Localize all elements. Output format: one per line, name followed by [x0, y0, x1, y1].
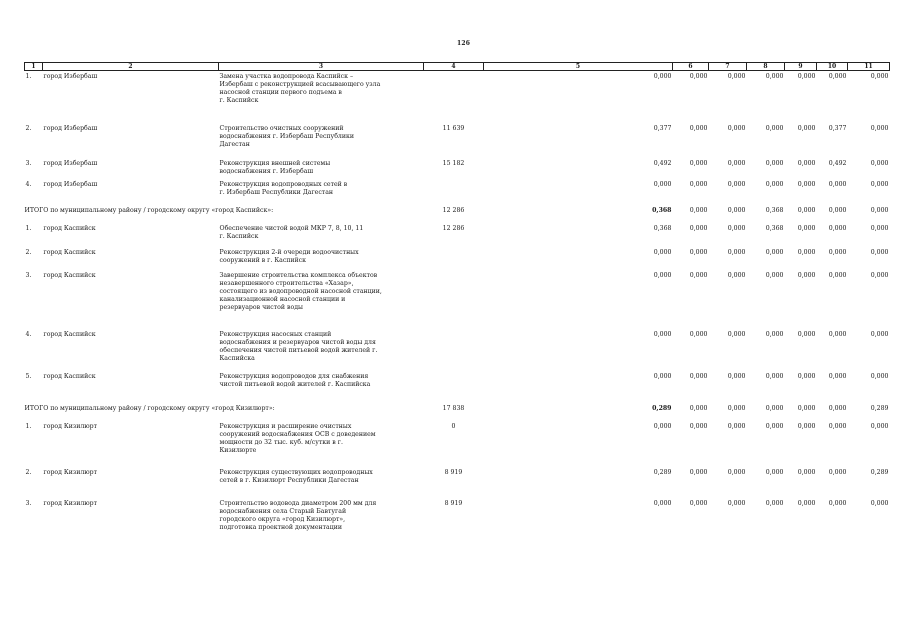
year-value-cell: 0,000: [727, 271, 746, 279]
description-line: Реконструкция существующих водопроводных: [219, 468, 373, 476]
table-row: [25, 247, 890, 270]
table-row: [25, 270, 890, 329]
year-value-cell: 0,377: [828, 124, 847, 132]
col-header-7: 7: [709, 63, 747, 71]
project-description: [219, 421, 424, 467]
total-value-cell: 0,000: [653, 73, 672, 80]
description-line: водоснабжения села Старый Бавтугай: [219, 507, 347, 515]
year-value-cell: 0,000: [797, 73, 816, 80]
project-description: [219, 329, 424, 371]
cost-cell: 17 838: [442, 404, 465, 412]
year-value-cell: 0,000: [689, 248, 708, 256]
description-line: Строительство очистных сооружений: [219, 124, 344, 132]
municipality-cell: город Избербаш: [43, 159, 98, 167]
description-line: канализационной насосной станции и: [219, 295, 346, 303]
year-value-cell: 0,000: [689, 372, 708, 380]
year-value-cell: 0,000: [765, 468, 784, 476]
description-line: сетей в г. Кизилюрт Республики Дагестан: [219, 476, 359, 484]
municipality-cell: город Избербаш: [43, 124, 98, 132]
year-value-cell: 0,000: [797, 422, 816, 430]
year-value-cell: 0,000: [870, 73, 889, 80]
total-value-cell: 0,000: [653, 180, 672, 188]
year-value-cell: 0,000: [689, 330, 708, 338]
col-header-9: 9: [785, 63, 817, 71]
cost-cell: [424, 247, 484, 270]
municipality-cell: город Каспийск: [43, 224, 96, 232]
year-value-cell: 0,000: [727, 206, 746, 214]
year-value-cell: 0,000: [689, 499, 708, 507]
total-row: [25, 203, 890, 223]
cost-cell: 12 286: [442, 206, 465, 214]
description-line: Реконструкция 2-й очереди водоочистных: [219, 248, 359, 256]
year-value-cell: 0,000: [797, 180, 816, 188]
description-line: городского округа «город Кизилюрт»,: [219, 515, 346, 523]
total-value-cell: 0,289: [652, 404, 672, 412]
project-description: [219, 467, 424, 498]
budget-table-wrapper: [24, 62, 889, 540]
cost-cell: 8 919: [444, 499, 463, 507]
year-value-cell: 0,000: [870, 124, 889, 132]
year-value-cell: 0,000: [828, 330, 847, 338]
total-value-cell: 0,000: [653, 271, 672, 279]
col-header-11: 11: [848, 63, 890, 71]
col-header-4: 4: [424, 63, 484, 71]
row-index: 2.: [25, 248, 32, 256]
year-value-cell: 0,000: [727, 73, 746, 80]
row-index: 2.: [25, 124, 32, 132]
year-value-cell: 0,000: [828, 422, 847, 430]
row-index: 3.: [25, 499, 32, 507]
col-header-10: 10: [817, 63, 848, 71]
total-row: [25, 401, 890, 421]
col-header-2: 2: [43, 63, 219, 71]
description-line: сооружений водоснабжения ОСВ с доведением: [219, 430, 376, 438]
year-value-cell: 0,000: [727, 499, 746, 507]
municipality-cell: город Кизилюрт: [43, 499, 98, 507]
year-value-cell: 0,289: [870, 468, 889, 476]
year-value-cell: 0,000: [828, 499, 847, 507]
year-value-cell: 0,000: [797, 468, 816, 476]
description-line: насосной станции первого подъема в: [219, 89, 342, 96]
description-line: незавершенного строительства «Хазар»,: [219, 279, 354, 287]
municipality-cell: город Кизилюрт: [43, 422, 98, 430]
description-line: Замена участка водопровода Каспийск –: [219, 73, 354, 80]
description-line: Реконструкция насосных станций: [219, 330, 332, 338]
total-value-cell: 0,492: [653, 159, 672, 167]
year-value-cell: 0,000: [870, 271, 889, 279]
year-value-cell: 0,000: [689, 271, 708, 279]
year-value-cell: 0,000: [797, 404, 816, 412]
year-value-cell: 0,000: [870, 206, 889, 214]
description-line: Дагестан: [219, 140, 250, 148]
description-line: подготовка проектной документации: [219, 523, 342, 531]
cost-cell: 12 286: [442, 224, 465, 232]
year-value-cell: 0,000: [870, 330, 889, 338]
year-value-cell: 0,000: [797, 499, 816, 507]
year-value-cell: 0,000: [765, 330, 784, 338]
total-value-cell: 0,289: [653, 468, 672, 476]
cost-cell: 0: [451, 422, 456, 430]
project-description: [219, 270, 424, 329]
year-value-cell: 0,000: [828, 404, 847, 412]
year-value-cell: 0,000: [689, 422, 708, 430]
year-value-cell: 0,000: [828, 468, 847, 476]
description-line: Завершение строительства комплекса объектов: [219, 271, 378, 279]
year-value-cell: 0,000: [828, 271, 847, 279]
year-value-cell: 0,000: [870, 499, 889, 507]
year-value-cell: 0,000: [870, 159, 889, 167]
col-header-1: 1: [25, 63, 43, 71]
cost-cell: 11 639: [442, 124, 465, 132]
year-value-cell: 0,000: [870, 248, 889, 256]
project-description: [219, 123, 424, 158]
year-value-cell: 0,000: [689, 468, 708, 476]
total-value-cell: 0,000: [653, 330, 672, 338]
project-description: [219, 498, 424, 540]
table-row: [25, 467, 890, 498]
budget-table: [24, 62, 890, 540]
year-value-cell: 0,000: [689, 206, 708, 214]
year-value-cell: 0,000: [727, 372, 746, 380]
project-description: [219, 371, 424, 401]
cost-cell: [424, 179, 484, 203]
description-line: Реконструкция водопроводных сетей в: [219, 180, 348, 188]
total-value-cell: 0,377: [653, 124, 672, 132]
total-label: ИТОГО по муниципальному району / городскому округу «город Кизилюрт»:: [24, 404, 275, 412]
col-header-5: 5: [484, 63, 673, 71]
description-line: мощности до 32 тыс. куб. м/сутки в г.: [219, 438, 343, 446]
table-row: [25, 421, 890, 467]
year-value-cell: 0,000: [689, 73, 708, 80]
table-row: [25, 179, 890, 203]
year-value-cell: 0,000: [689, 180, 708, 188]
page-number: 126: [457, 40, 471, 47]
year-value-cell: 0,000: [765, 73, 784, 80]
table-body: [25, 71, 890, 540]
year-value-cell: 0,000: [727, 422, 746, 430]
year-value-cell: 0,368: [765, 206, 784, 214]
cost-cell: 15 182: [442, 159, 465, 167]
table-header: [25, 63, 890, 71]
cost-cell: [424, 371, 484, 401]
description-line: Избербаш с реконструкцией всасывающего узла: [219, 81, 381, 88]
col-header-8: 8: [747, 63, 785, 71]
description-line: резервуаров чистой воды: [219, 303, 303, 311]
year-value-cell: 0,492: [828, 159, 847, 167]
year-value-cell: 0,000: [797, 372, 816, 380]
description-line: водоснабжения г. Избербаш Республики: [219, 132, 354, 140]
total-value-cell: 0,368: [652, 206, 672, 214]
year-value-cell: 0,000: [828, 224, 847, 232]
municipality-cell: город Каспийск: [43, 271, 96, 279]
year-value-cell: 0,368: [765, 224, 784, 232]
year-value-cell: 0,000: [797, 159, 816, 167]
year-value-cell: 0,000: [727, 404, 746, 412]
total-value-cell: 0,368: [653, 224, 672, 232]
year-value-cell: 0,000: [870, 422, 889, 430]
year-value-cell: 0,000: [765, 404, 784, 412]
year-value-cell: 0,289: [870, 404, 889, 412]
year-value-cell: 0,000: [870, 372, 889, 380]
table-row: [25, 371, 890, 401]
cost-cell: [424, 71, 484, 123]
year-value-cell: 0,000: [727, 124, 746, 132]
description-line: состоящего из водопроводной насосной станции,: [219, 287, 382, 295]
cost-cell: 8 919: [444, 468, 463, 476]
cost-cell: [424, 270, 484, 329]
row-index: 1.: [25, 73, 32, 80]
year-value-cell: 0,000: [689, 124, 708, 132]
cost-cell: [424, 329, 484, 371]
description-line: водоснабжения г. Избербаш: [219, 167, 314, 175]
year-value-cell: 0,000: [765, 499, 784, 507]
description-line: чистой питьевой водой жителей г. Каспийска: [219, 380, 371, 388]
table-row: [25, 158, 890, 179]
description-line: г. Избербаш Республики Дагестан: [219, 188, 334, 196]
row-index: 3.: [25, 159, 32, 167]
description-line: Реконструкция и расширение очистных: [219, 422, 352, 430]
col-header-6: 6: [673, 63, 709, 71]
table-row: [25, 71, 890, 123]
description-line: Каспийска: [219, 354, 255, 362]
col-header-3: 3: [219, 63, 424, 71]
total-value-cell: 0,000: [653, 499, 672, 507]
total-value-cell: 0,000: [653, 248, 672, 256]
year-value-cell: 0,000: [765, 248, 784, 256]
description-line: Строительство водовода диаметром 200 мм для: [219, 499, 377, 507]
year-value-cell: 0,000: [797, 124, 816, 132]
total-value-cell: 0,000: [653, 372, 672, 380]
description-line: г. Каспийск: [219, 232, 259, 240]
project-description: [219, 71, 424, 123]
year-value-cell: 0,000: [828, 73, 847, 80]
year-value-cell: 0,000: [727, 159, 746, 167]
year-value-cell: 0,000: [689, 224, 708, 232]
row-index: 1.: [25, 224, 32, 232]
year-value-cell: 0,000: [727, 224, 746, 232]
row-index: 2.: [25, 468, 32, 476]
description-line: Обеспечение чистой водой МКР 7, 8, 10, 11: [219, 224, 364, 232]
year-value-cell: 0,000: [689, 404, 708, 412]
year-value-cell: 0,000: [797, 224, 816, 232]
year-value-cell: 0,000: [765, 422, 784, 430]
description-line: водоснабжения и резервуаров чистой воды для: [219, 338, 376, 346]
year-value-cell: 0,000: [797, 330, 816, 338]
year-value-cell: 0,000: [727, 180, 746, 188]
header-row: [25, 63, 890, 71]
year-value-cell: 0,000: [828, 372, 847, 380]
total-label: ИТОГО по муниципальному району / городскому округу «город Каспийск»:: [24, 206, 274, 214]
year-value-cell: 0,000: [765, 124, 784, 132]
row-index: 3.: [25, 271, 32, 279]
total-value-cell: 0,000: [653, 422, 672, 430]
description-line: Кизилюрте: [219, 446, 257, 454]
year-value-cell: 0,000: [870, 180, 889, 188]
year-value-cell: 0,000: [689, 159, 708, 167]
table-row: [25, 498, 890, 540]
year-value-cell: 0,000: [828, 206, 847, 214]
municipality-cell: город Избербаш: [43, 180, 98, 188]
year-value-cell: 0,000: [765, 372, 784, 380]
municipality-cell: город Каспийск: [43, 372, 96, 380]
year-value-cell: 0,000: [765, 271, 784, 279]
description-line: сооружений в г. Каспийск: [219, 256, 306, 264]
project-description: [219, 179, 424, 203]
row-index: 4.: [25, 330, 32, 338]
row-index: 5.: [25, 372, 32, 380]
year-value-cell: 0,000: [765, 159, 784, 167]
year-value-cell: 0,000: [797, 248, 816, 256]
year-value-cell: 0,000: [870, 224, 889, 232]
year-value-cell: 0,000: [828, 248, 847, 256]
project-description: [219, 247, 424, 270]
project-description: [219, 158, 424, 179]
table-row: [25, 329, 890, 371]
table-row: [25, 223, 890, 247]
description-line: Реконструкция внешней системы: [219, 159, 331, 167]
year-value-cell: 0,000: [727, 330, 746, 338]
description-line: обеспечения чистой питьевой водой жителей г.: [219, 346, 378, 354]
year-value-cell: 0,000: [797, 271, 816, 279]
year-value-cell: 0,000: [727, 248, 746, 256]
year-value-cell: 0,000: [727, 468, 746, 476]
description-line: г. Каспийск: [219, 97, 259, 104]
year-value-cell: 0,000: [797, 206, 816, 214]
municipality-cell: город Каспийск: [43, 330, 96, 338]
description-line: Реконструкция водопроводов для снабжения: [219, 372, 369, 380]
municipality-cell: город Каспийск: [43, 248, 96, 256]
municipality-cell: город Кизилюрт: [43, 468, 98, 476]
row-index: 1.: [25, 422, 32, 430]
year-value-cell: 0,000: [828, 180, 847, 188]
municipality-cell: город Избербаш: [43, 73, 98, 80]
row-index: 4.: [25, 180, 32, 188]
project-description: [219, 223, 424, 247]
table-row: [25, 123, 890, 158]
year-value-cell: 0,000: [765, 180, 784, 188]
